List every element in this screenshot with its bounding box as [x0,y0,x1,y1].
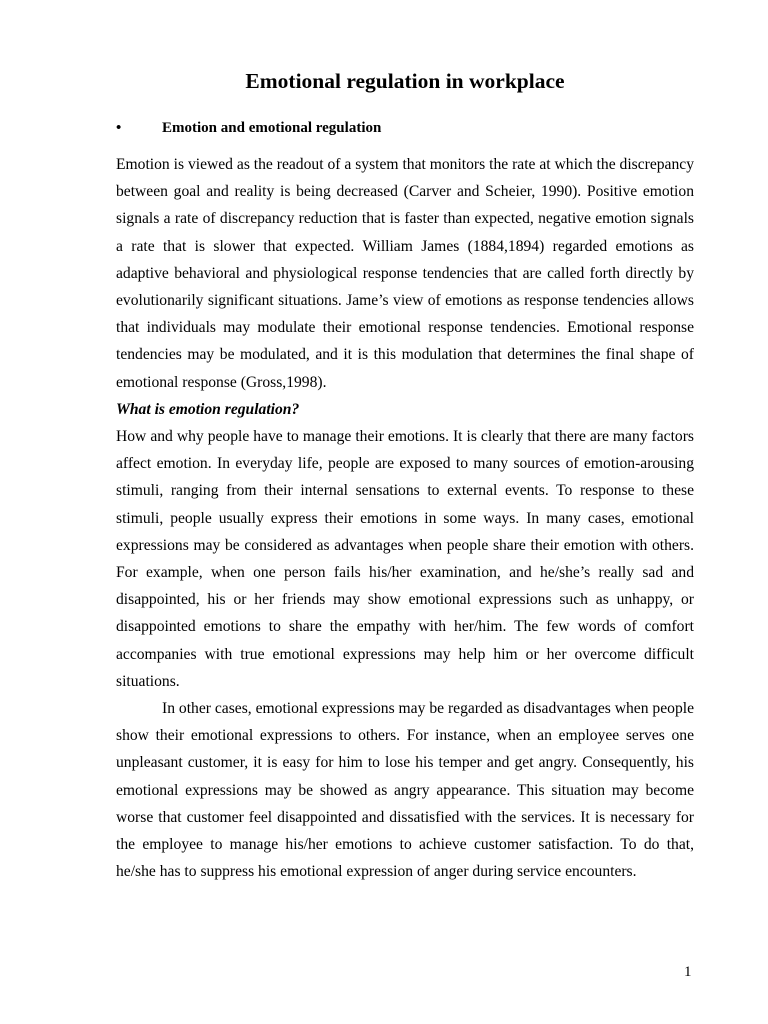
document-body [116,151,694,885]
bullet-icon: • [116,120,122,136]
subheading: What is emotion regulation? [116,400,300,418]
section-heading-row [116,118,694,138]
paragraph: Emotion is viewed as the readout of a system that monitors the rate at which the discrepancy between goal and reality is being decreased (Carver and Scheier, 1990). Positive emotion signals a rate of discrepancy reduction that is faster than expected, negative emotion signals a rate that is slower that expected. William James (1884,1894) regarded emotions as adaptive behavioral and physiological response tendencies that are called forth directly by evolutionarily significant situations. Jame’s view of emotions as response tendencies allows that individuals may modulate their emotional response tendencies. Emotional response tendencies may be modulated, and it is this modulation that determines the final shape of emotional response (Gross,1998). [116,156,694,391]
paragraph: How and why people have to manage their emotions. It is clearly that there are many factors affect emotion. In everyday life, people are exposed to many sources of emotion-arousing stimuli, ranging from their internal sensations to external events. To response to these stimuli, people usually express their emotions in some ways. In many cases, emotional expressions may be considered as advantages when people share their emotion with others. For example, when one person fails his/her examination, and he/she’s really sad and disappointed, his or her friends may show emotional expressions such as unhappy, or disappointed emotions to share the empathy with her/him. The few words of comfort accompanies with true emotional expressions may help him or her overcome difficult situations. [116,428,694,690]
page-number: 1 [684,964,692,980]
paragraph: In other cases, emotional expressions may be regarded as disadvantages when people show their emotional expressions to others. For instance, when an employee serves one unpleasant customer, it is easy for him to lose his temper and get angry. Consequently, his emotional expressions may be showed as angry appearance. This situation may become worse that customer feel disappointed and dissatisfied with the services. It is necessary for the employee to manage his/her emotions to achieve customer satisfaction. To do that, he/she has to suppress his emotional expression of anger during service encounters. [116,700,694,881]
page-title: Emotional regulation in workplace [245,69,565,93]
section-heading: Emotion and emotional regulation [162,120,382,136]
